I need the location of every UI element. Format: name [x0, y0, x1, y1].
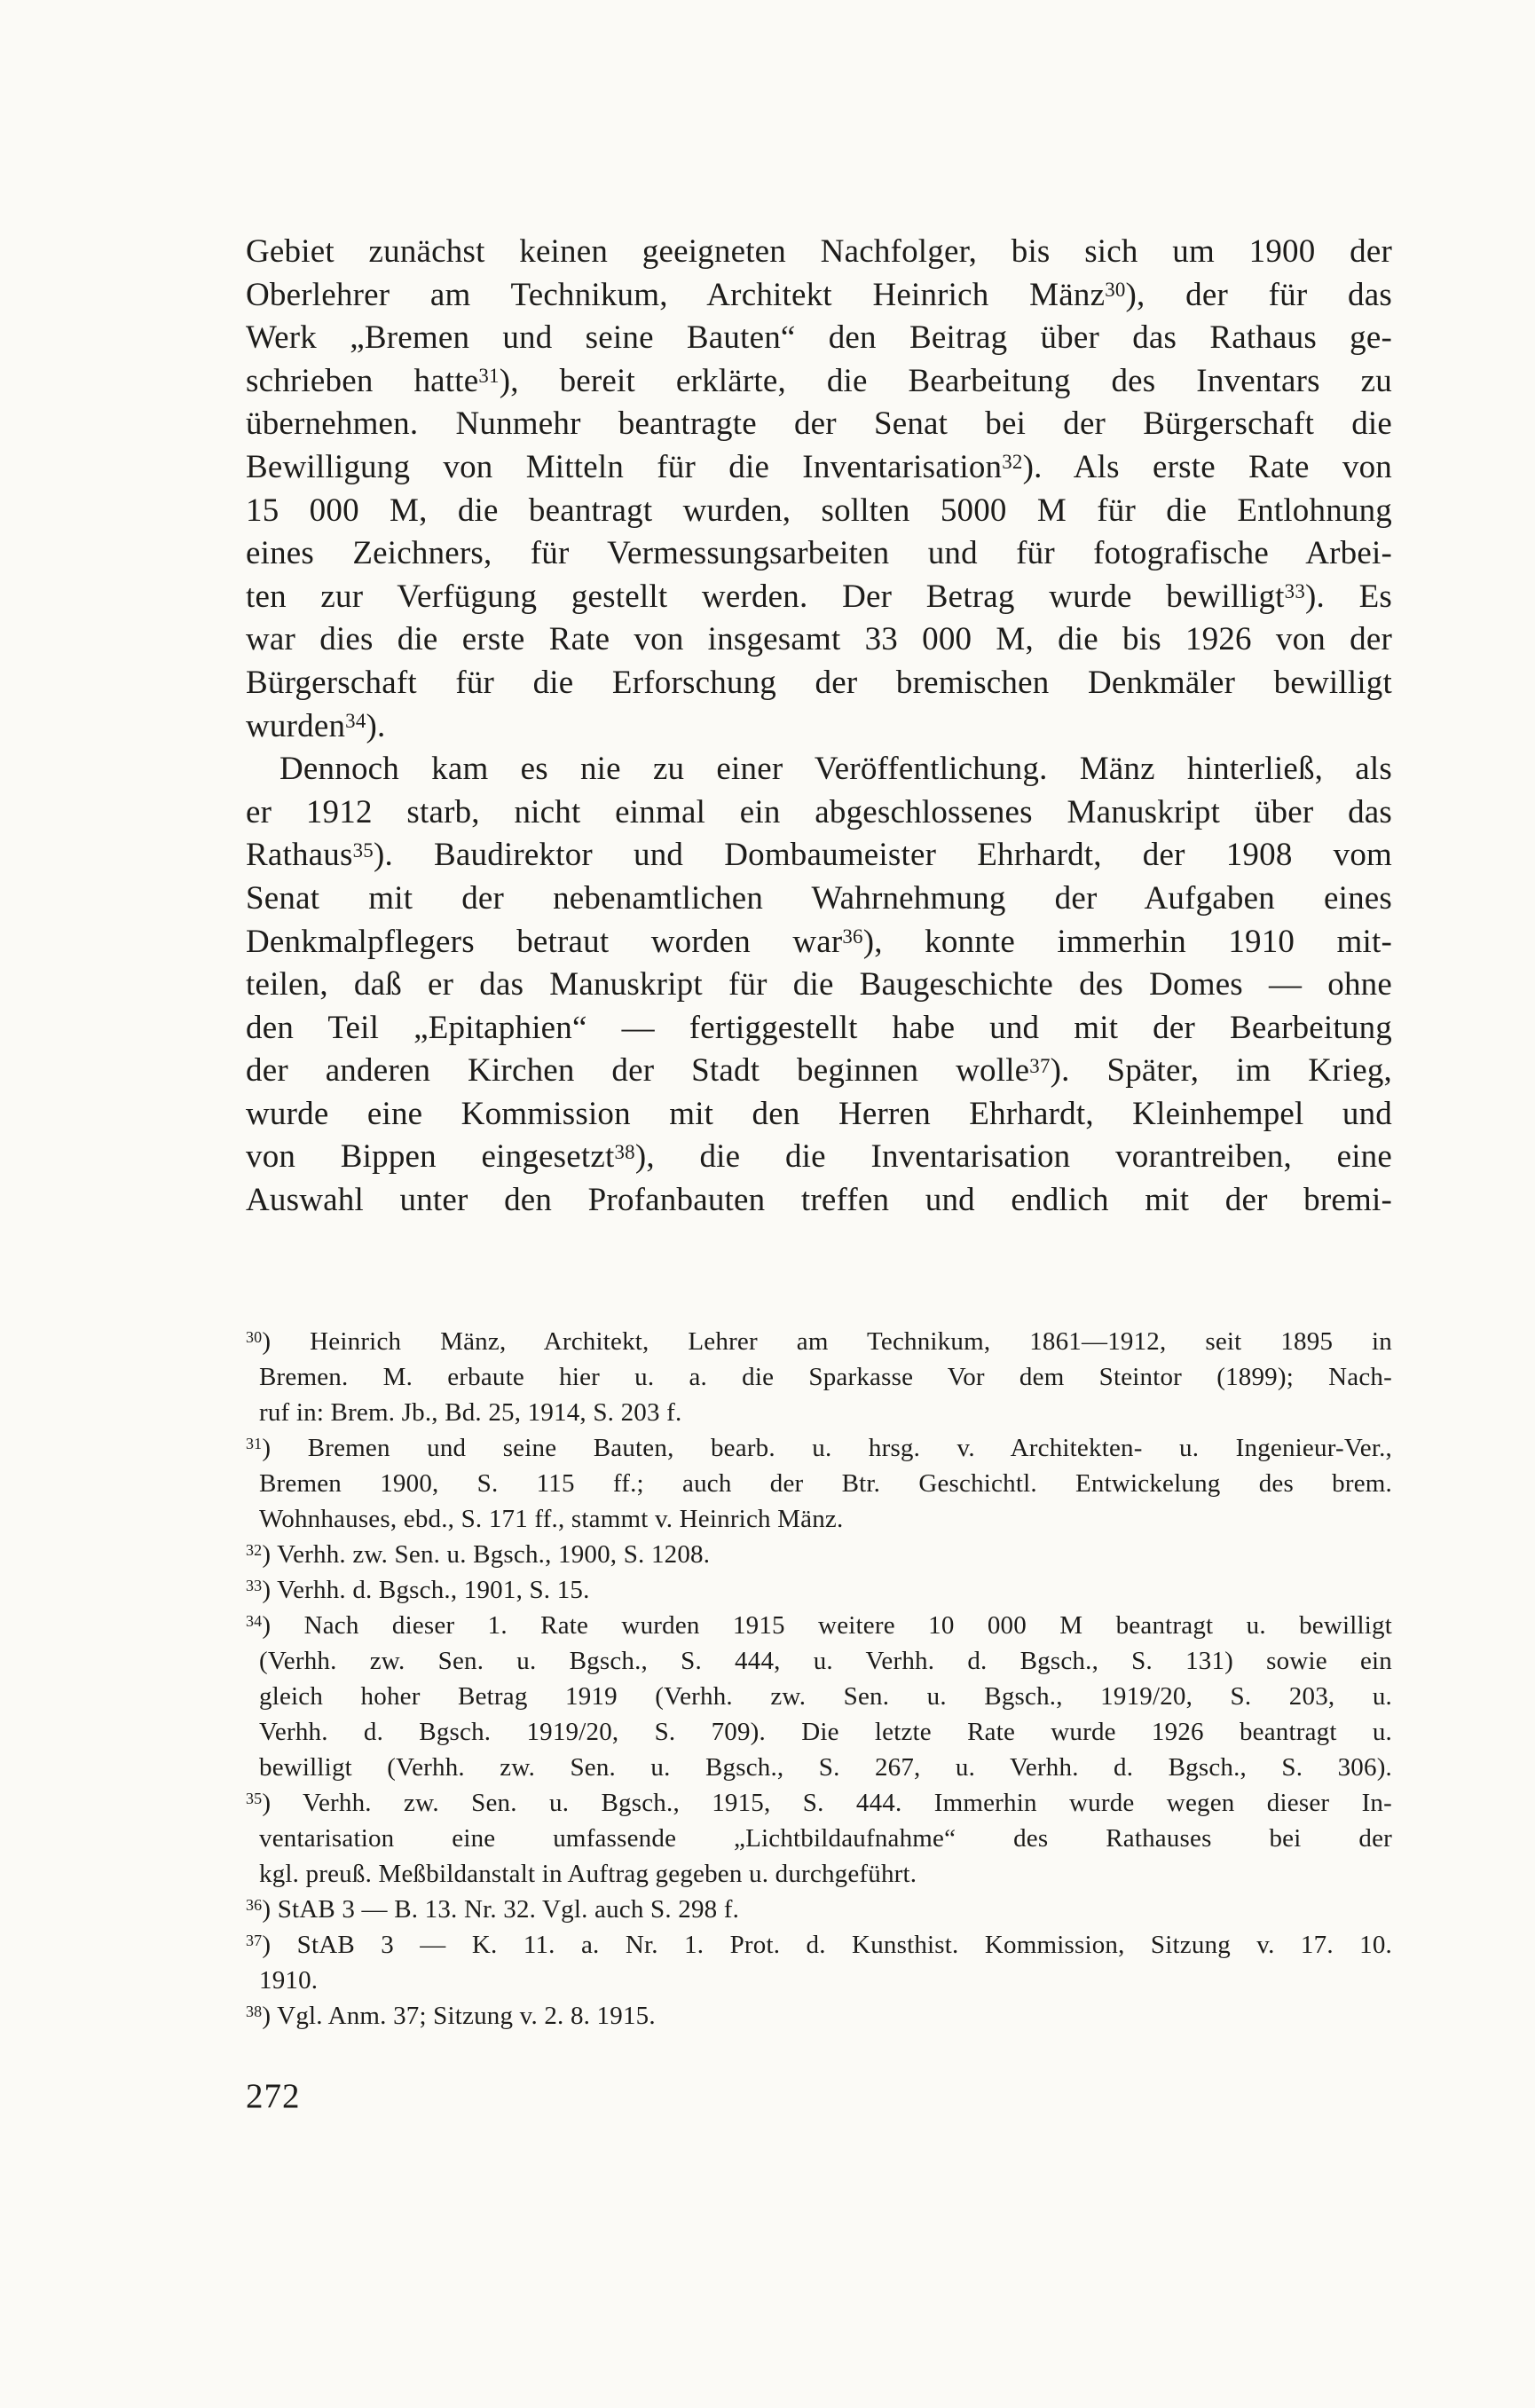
text-line: er 1912 starb, nicht einmal ein abgeschlossenes Manuskript über das	[246, 793, 1392, 830]
text-line: Senat mit der nebenamtlichen Wahrnehmung der Aufgaben eines	[246, 879, 1392, 917]
footnote-reference: 31	[478, 365, 500, 388]
footnote-marker: $^{32}$)	[246, 1540, 278, 1569]
text-line: 15 000 M, die beantragt wurden, sollten 5000 M für die Entlohnung	[246, 492, 1392, 529]
text-line: schrieben hatte$^{31}$), bereit erklärte, die Bearbeitung des Inventars zu	[246, 362, 1392, 399]
footnote-line: Wohnhauses, ebd., S. 171 ff., stammt v. Heinrich Mänz.	[259, 1505, 844, 1533]
text-line: wurden$^{34}$).	[246, 707, 386, 744]
footnote-reference: 33	[1284, 580, 1305, 603]
footnote-marker: $^{31}$)	[246, 1434, 308, 1462]
footnote-line: $^{34}$) Nach dieser 1. Rate wurden 1915 weitere 10 000 M beantragt u. bewilligt	[246, 1611, 1392, 1640]
footnote-line: $^{32}$) Verhh. zw. Sen. u. Bgsch., 1900, S. 1208.	[246, 1540, 711, 1569]
footnote-line: 1910.	[259, 1966, 319, 1995]
text-line: übernehmen. Nunmehr beantragte der Senat bei der Bürgerschaft die	[246, 405, 1392, 443]
footnote-reference: 37	[1029, 1054, 1051, 1077]
text-line: Oberlehrer am Technikum, Architekt Heinrich Mänz$^{30}$), der für das	[246, 276, 1392, 313]
text-line: war dies die erste Rate von insgesamt 33 000 M, die bis 1926 von der	[246, 621, 1392, 658]
text-line: Auswahl unter den Profanbauten treffen und endlich mit der bremi-	[246, 1182, 1392, 1219]
footnote-reference: 32	[1002, 451, 1023, 474]
footnote-line: $^{35}$) Verhh. zw. Sen. u. Bgsch., 1915, S. 444. Immerhin wurde wegen dieser In-	[246, 1789, 1392, 1817]
text-line: Rathaus$^{35}$). Baudirektor und Dombaumeister Ehrhardt, der 1908 vom	[246, 837, 1392, 874]
text-line: Denkmalpflegers betraut worden war$^{36}$), konnte immerhin 1910 mit-	[246, 923, 1392, 960]
footnote-marker: $^{38}$)	[246, 2002, 278, 2030]
text-line: den Teil „Epitaphien“ — fertiggestellt habe und mit der Bearbeitung	[246, 1009, 1392, 1046]
footnote-marker: $^{33}$)	[246, 1576, 278, 1604]
footnote-line: $^{36}$) StAB 3 — B. 13. Nr. 32. Vgl. auch S. 298 f.	[246, 1895, 740, 1924]
footnote-line: Bremen 1900, S. 115 ff.; auch der Btr. Geschichtl. Entwickelung des brem.	[259, 1469, 1392, 1498]
footnotes-section	[246, 1324, 1392, 2034]
text-line: Gebiet zunächst keinen geeigneten Nachfolger, bis sich um 1900 der	[246, 233, 1392, 270]
footnote-marker: $^{37}$)	[246, 1931, 297, 1959]
footnote-marker: $^{30}$)	[246, 1327, 311, 1356]
footnote-marker: $^{34}$)	[246, 1611, 304, 1640]
main-text	[246, 231, 1392, 1223]
footnote-reference: 34	[345, 709, 366, 732]
footnote-line: bewilligt (Verhh. zw. Sen. u. Bgsch., S. 267, u. Verhh. d. Bgsch., S. 306).	[259, 1753, 1392, 1782]
text-line: Dennoch kam es nie zu einer Veröffentlichung. Mänz hinterließ, als	[279, 751, 1392, 788]
text-line: Werk „Bremen und seine Bauten“ den Beitrag über das Rathaus ge-	[246, 319, 1392, 357]
footnote-line: $^{33}$) Verhh. d. Bgsch., 1901, S. 15.	[246, 1576, 590, 1604]
text-line: von Bippen eingesetzt$^{38}$), die die Inventarisation vorantreiben, eine	[246, 1138, 1392, 1176]
text-line: Bürgerschaft für die Erforschung der bremischen Denkmäler bewilligt	[246, 664, 1392, 701]
footnote-line: $^{38}$) Vgl. Anm. 37; Sitzung v. 2. 8. 1915.	[246, 2002, 656, 2030]
footnote-line: (Verhh. zw. Sen. u. Bgsch., S. 444, u. Verhh. d. Bgsch., S. 131) sowie ein	[259, 1647, 1392, 1675]
footnote-reference: 30	[1105, 278, 1126, 301]
footnote-reference: 38	[614, 1140, 635, 1163]
footnote-reference: 35	[352, 838, 374, 862]
text-line: Bewilligung von Mitteln für die Inventarisation$^{32}$). Als erste Rate von	[246, 448, 1392, 485]
footnote-line: ventarisation eine umfassende „Lichtbildaufnahme“ des Rathauses bei der	[259, 1824, 1392, 1853]
footnote-line: $^{31}$) Bremen und seine Bauten, bearb. u. hrsg. v. Architekten- u. Ingenieur-Ver.,	[246, 1434, 1392, 1462]
footnote-reference: 36	[842, 925, 863, 948]
footnote-line: $^{30}$) Heinrich Mänz, Architekt, Lehrer am Technikum, 1861—1912, seit 1895 in	[246, 1327, 1393, 1356]
text-line: ten zur Verfügung gestellt werden. Der Betrag wurde bewilligt$^{33}$). Es	[246, 578, 1392, 615]
text-line: eines Zeichners, für Vermessungsarbeiten und für fotografische Arbei-	[246, 535, 1392, 572]
page-number: 272	[246, 2077, 301, 2115]
footnote-marker: $^{35}$)	[246, 1789, 303, 1817]
footnote-line: ruf in: Brem. Jb., Bd. 25, 1914, S. 203 f.	[259, 1398, 682, 1427]
footnote-line: $^{37}$) StAB 3 — K. 11. a. Nr. 1. Prot. d. Kunsthist. Kommission, Sitzung v. 17. 10.	[246, 1931, 1392, 1959]
footnote-line: kgl. preuß. Meßbildanstalt in Auftrag gegeben u. durchgeführt.	[259, 1860, 917, 1888]
footnote-marker: $^{36}$)	[246, 1895, 278, 1924]
footnote-line: Verhh. d. Bgsch. 1919/20, S. 709). Die letzte Rate wurde 1926 beantragt u.	[259, 1718, 1392, 1746]
footnote-line: Bremen. M. erbaute hier u. a. die Sparkasse Vor dem Steintor (1899); Nach-	[259, 1363, 1392, 1391]
footnote-line: gleich hoher Betrag 1919 (Verhh. zw. Sen. u. Bgsch., 1919/20, S. 203, u.	[259, 1682, 1392, 1711]
text-line: der anderen Kirchen der Stadt beginnen wolle$^{37}$). Später, im Krieg,	[246, 1052, 1392, 1090]
text-line: wurde eine Kommission mit den Herren Ehrhardt, Kleinhempel und	[246, 1095, 1392, 1132]
text-line: teilen, daß er das Manuskript für die Baugeschichte des Domes — ohne	[246, 966, 1392, 1003]
